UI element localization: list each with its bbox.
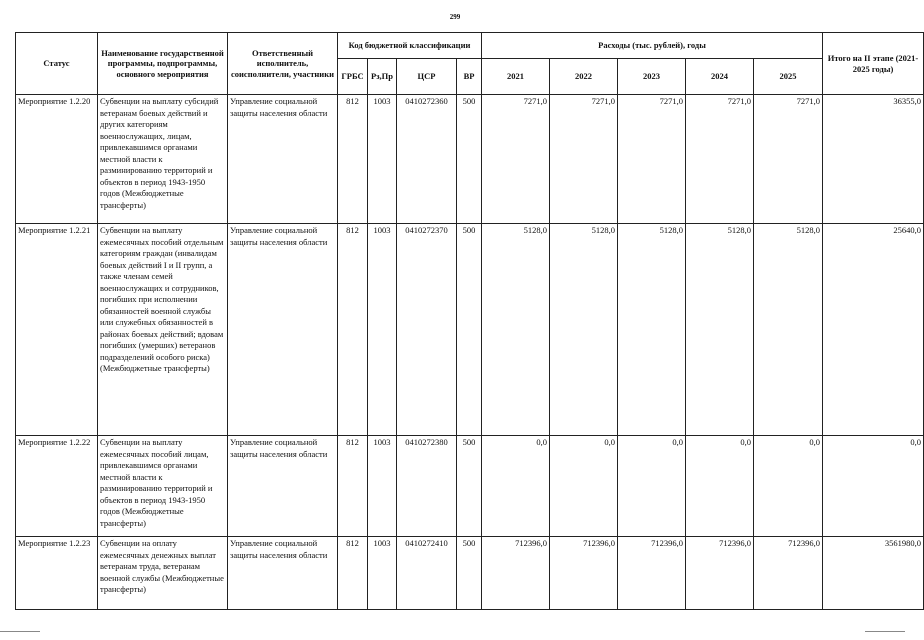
row-status: Мероприятие 1.2.22 bbox=[16, 436, 98, 537]
header-rzpr: Рз,Пр bbox=[368, 59, 397, 95]
row-vr: 500 bbox=[457, 95, 482, 224]
table-row bbox=[16, 95, 924, 224]
row-2023: 712396,0 bbox=[618, 537, 686, 610]
budget-table bbox=[15, 32, 924, 610]
header-grbs: ГРБС bbox=[338, 59, 368, 95]
row-vr: 500 bbox=[457, 537, 482, 610]
row-2021: 712396,0 bbox=[482, 537, 550, 610]
row-2021: 7271,0 bbox=[482, 95, 550, 224]
row-2023: 0,0 bbox=[618, 436, 686, 537]
row-2025: 5128,0 bbox=[754, 224, 823, 436]
row-2025: 7271,0 bbox=[754, 95, 823, 224]
page-edge-mark bbox=[865, 631, 905, 632]
header-vr: ВР bbox=[457, 59, 482, 95]
header-status: Статус bbox=[16, 33, 98, 95]
row-rzpr: 1003 bbox=[368, 224, 397, 436]
row-status: Мероприятие 1.2.21 bbox=[16, 224, 98, 436]
header-2023: 2023 bbox=[618, 59, 686, 95]
row-name: Субвенции на оплату ежемесячных денежных выплат ветеранам труда, ветеранам военной службы (Межбюджетные трансферты) bbox=[98, 537, 228, 610]
row-2022: 7271,0 bbox=[550, 95, 618, 224]
header-csr: ЦСР bbox=[397, 59, 457, 95]
row-2021: 0,0 bbox=[482, 436, 550, 537]
row-csr: 0410272360 bbox=[397, 95, 457, 224]
header-responsible: Ответственный исполнитель, соисполнители, участники bbox=[228, 33, 338, 95]
row-2021: 5128,0 bbox=[482, 224, 550, 436]
row-total: 0,0 bbox=[823, 436, 924, 537]
row-grbs: 812 bbox=[338, 224, 368, 436]
row-total: 25640,0 bbox=[823, 224, 924, 436]
row-rzpr: 1003 bbox=[368, 95, 397, 224]
row-2025: 712396,0 bbox=[754, 537, 823, 610]
row-total: 3561980,0 bbox=[823, 537, 924, 610]
row-status: Мероприятие 1.2.23 bbox=[16, 537, 98, 610]
header-total: Итого на II этапе (2021-2025 годы) bbox=[823, 33, 924, 95]
header-expenses: Расходы (тыс. рублей), годы bbox=[482, 33, 823, 59]
row-responsible: Управление социальной защиты населения области bbox=[228, 436, 338, 537]
header-2024: 2024 bbox=[686, 59, 754, 95]
row-2022: 0,0 bbox=[550, 436, 618, 537]
row-grbs: 812 bbox=[338, 95, 368, 224]
row-responsible: Управление социальной защиты населения области bbox=[228, 537, 338, 610]
row-responsible: Управление социальной защиты населения области bbox=[228, 224, 338, 436]
row-rzpr: 1003 bbox=[368, 537, 397, 610]
row-2024: 0,0 bbox=[686, 436, 754, 537]
row-name: Субвенции на выплату субсидий ветеранам боевых действий и других категориям военнослужащих, лицам, привлекавшимся органами местной власти к разминированию территорий и объектов в период 1943-1950 годов (Межбюджетные трансферты) bbox=[98, 95, 228, 224]
row-csr: 0410272380 bbox=[397, 436, 457, 537]
row-csr: 0410272370 bbox=[397, 224, 457, 436]
row-2024: 5128,0 bbox=[686, 224, 754, 436]
page-number: 299 bbox=[449, 13, 461, 21]
row-vr: 500 bbox=[457, 436, 482, 537]
row-responsible: Управление социальной защиты населения области bbox=[228, 95, 338, 224]
row-2022: 5128,0 bbox=[550, 224, 618, 436]
row-grbs: 812 bbox=[338, 537, 368, 610]
row-2025: 0,0 bbox=[754, 436, 823, 537]
header-name: Наименование государственной программы, подпрограммы, основного мероприятия bbox=[98, 33, 228, 95]
row-2024: 7271,0 bbox=[686, 95, 754, 224]
row-vr: 500 bbox=[457, 224, 482, 436]
row-2023: 7271,0 bbox=[618, 95, 686, 224]
header-2021: 2021 bbox=[482, 59, 550, 95]
row-name: Субвенции на выплату ежемесячных пособий отдельным категориям граждан (инвалидам боевых действий I и II групп, а также членам семей военнослужащих и сотрудников, погибших при исполнении обязанностей военной службы или служебных обязанностей в районах боевых действий; вдовам погибших (умерших) ветеранов подразделений особого риска) (Межбюджетные трансферты) bbox=[98, 224, 228, 436]
row-2024: 712396,0 bbox=[686, 537, 754, 610]
row-rzpr: 1003 bbox=[368, 436, 397, 537]
row-name: Субвенции на выплату ежемесячных пособий лицам, привлекавшимся органами местной власти к разминированию территорий и объектов в период 1943-1950 годов (Межбюджетные трансферты) bbox=[98, 436, 228, 537]
header-budget-code: Код бюджетной классификации bbox=[338, 33, 482, 59]
table-row bbox=[16, 224, 924, 436]
table-row bbox=[16, 537, 924, 610]
row-2023: 5128,0 bbox=[618, 224, 686, 436]
table-row bbox=[16, 436, 924, 537]
row-csr: 0410272410 bbox=[397, 537, 457, 610]
row-grbs: 812 bbox=[338, 436, 368, 537]
row-total: 36355,0 bbox=[823, 95, 924, 224]
row-2022: 712396,0 bbox=[550, 537, 618, 610]
row-status: Мероприятие 1.2.20 bbox=[16, 95, 98, 224]
header-2025: 2025 bbox=[754, 59, 823, 95]
page-edge-mark bbox=[0, 631, 40, 632]
header-2022: 2022 bbox=[550, 59, 618, 95]
